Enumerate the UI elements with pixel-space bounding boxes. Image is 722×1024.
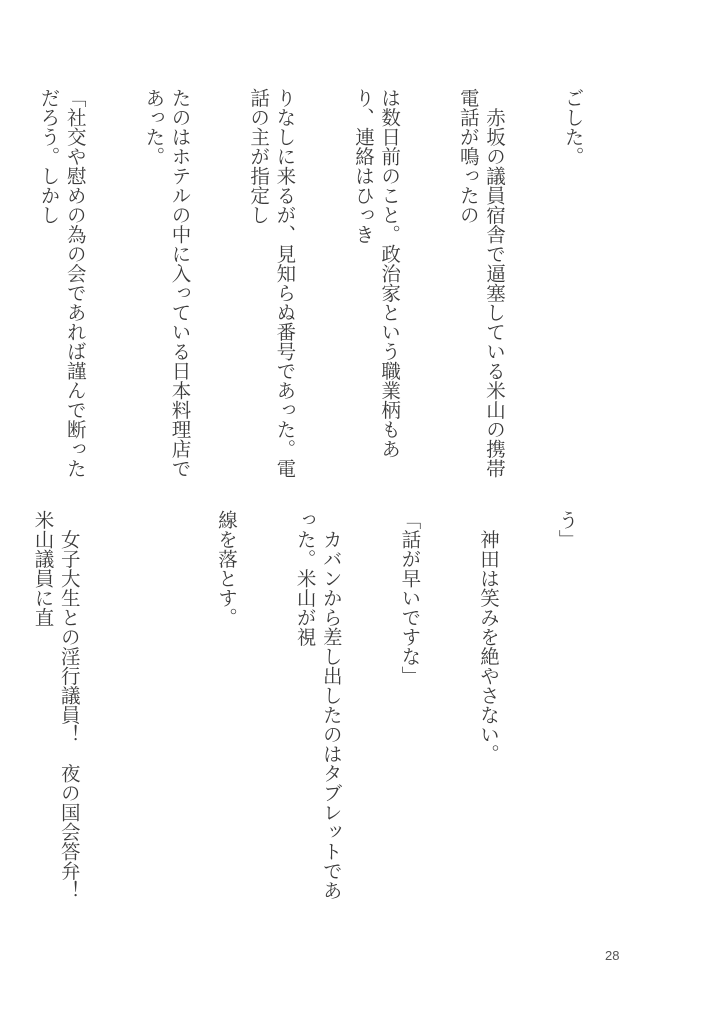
text-column: 神田は笑みを絶やさない。 — [476, 510, 500, 764]
text-column: ごした。 — [561, 88, 585, 166]
blank-column — [134, 510, 160, 910]
text-column: 「話が早いですな」 — [398, 510, 422, 686]
lower-text-block — [31, 510, 632, 920]
text-column: 赤坂の議員宿舎で逼塞している米山の携帯電話が鳴ったの — [456, 88, 506, 478]
text-column: 「社交や慰めの為の会であれば謹んで断っただろう。しかし — [37, 88, 87, 478]
text-column: 線を落とす。 — [214, 510, 238, 627]
page-number: 28 — [605, 948, 620, 963]
text-column: たのはホテルの中に入っている日本料理店であった。 — [142, 88, 192, 478]
text-column: カバンから差し出したのはタブレットであった。米山が視 — [293, 510, 343, 900]
text-column: う」 — [555, 510, 579, 549]
text-column: 女子大生との淫行議員！ 夜の国会答弁！ 米山議員に直 — [31, 510, 81, 920]
text-column: は数日前のこと。政治家という職業柄もあり、連絡はひっき — [351, 88, 402, 459]
upper-text-block — [37, 88, 638, 488]
text-column: りなしに来るが、見知らぬ番号であった。電話の主が指定し — [247, 88, 297, 478]
